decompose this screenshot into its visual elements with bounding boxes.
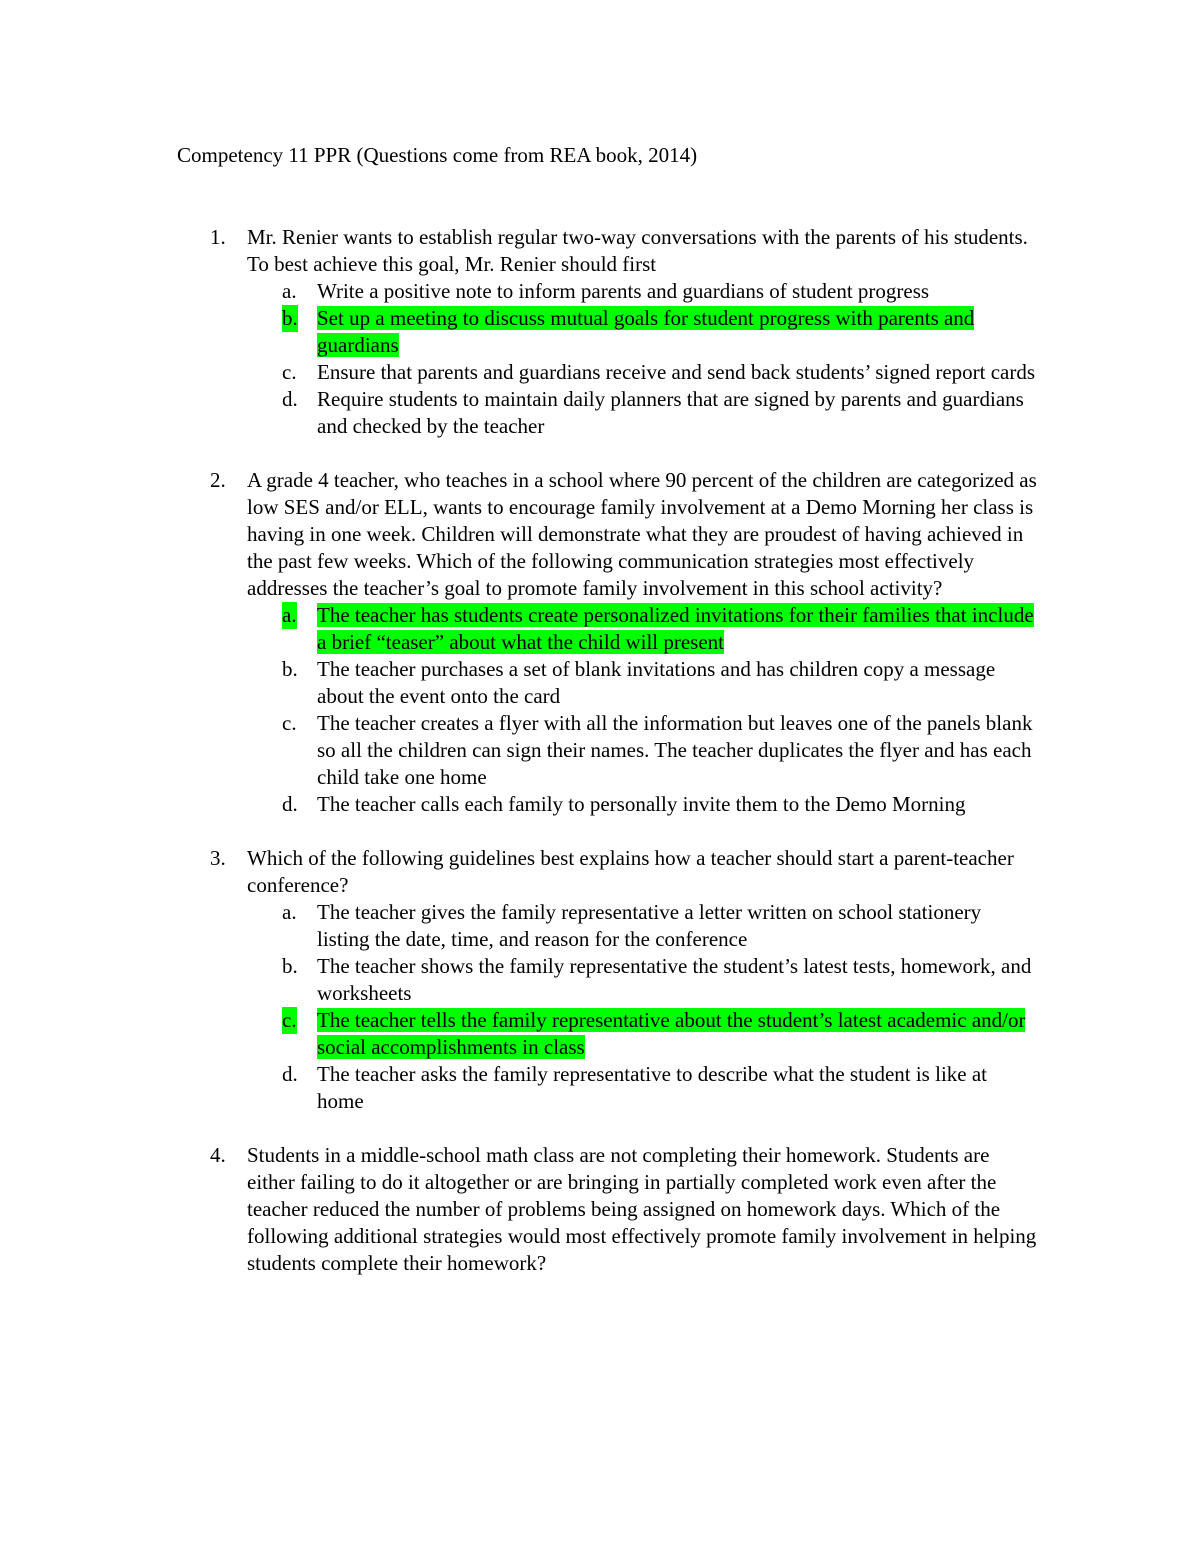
- option-text: The teacher has students create personalized invitations for their families that include a brief “teaser” about what the child will present: [317, 603, 1034, 654]
- document-title: Competency 11 PPR (Questions come from REA book, 2014): [177, 143, 698, 167]
- question-text: Mr. Renier wants to establish regular two-way conversations with the parents of his students. To best achieve this goal, Mr. Renier should first: [247, 225, 1028, 276]
- option-letter: a.: [282, 279, 297, 303]
- option-text: The teacher creates a flyer with all the information but leaves one of the panels blank so all the children can sign their names. The teacher duplicates the flyer and has each child take one home: [317, 711, 1033, 789]
- question-text: Which of the following guidelines best explains how a teacher should start a parent-teacher conference?: [247, 846, 1014, 897]
- option-text: The teacher gives the family representative a letter written on school stationery listing the date, time, and reason for the conference: [317, 900, 982, 951]
- question-item: [177, 845, 1037, 1115]
- option-text: Require students to maintain daily planners that are signed by parents and guardians and checked by the teacher: [317, 387, 1024, 438]
- question-number: 4.: [210, 1143, 226, 1167]
- question-text: A grade 4 teacher, who teaches in a school where 90 percent of the children are categorized as low SES and/or ELL, wants to encourage family involvement at a Demo Morning her class is having in one week. Children will demonstrate what they are proudest of having achieved in the past few weeks. Which of the following communication strategies most effectively addresses the teacher’s goal to promote family involvement in this school activity?: [247, 468, 1037, 600]
- question-item: [177, 1142, 1037, 1277]
- option-list: [247, 899, 1037, 1115]
- option-letter: d.: [282, 1062, 298, 1086]
- option-list: [247, 602, 1037, 818]
- option-text: The teacher purchases a set of blank invitations and has children copy a message about the event onto the card: [317, 657, 996, 708]
- option-text: The teacher tells the family representative about the student’s latest academic and/or social accomplishments in class: [317, 1008, 1026, 1059]
- option-letter: c.: [282, 360, 297, 384]
- option-letter: d.: [282, 387, 298, 411]
- question-item: [177, 224, 1037, 440]
- answer-option: [247, 386, 1037, 440]
- answer-option: [247, 1061, 1037, 1115]
- option-text: The teacher calls each family to personally invite them to the Demo Morning: [317, 792, 966, 816]
- option-list: [247, 278, 1037, 440]
- option-letter: b.: [282, 306, 298, 330]
- answer-option: [247, 278, 1037, 305]
- answer-option: [247, 359, 1037, 386]
- option-letter: c.: [282, 1008, 297, 1032]
- question-list: [177, 224, 1037, 1304]
- question-number: 1.: [210, 225, 226, 249]
- option-letter: c.: [282, 711, 297, 735]
- answer-option: [247, 899, 1037, 953]
- option-letter: a.: [282, 900, 297, 924]
- answer-option: [247, 710, 1037, 791]
- option-letter: b.: [282, 954, 298, 978]
- option-letter: a.: [282, 603, 297, 627]
- question-number: 2.: [210, 468, 226, 492]
- answer-option: [247, 953, 1037, 1007]
- highlighted-answer-option: [247, 305, 1037, 359]
- option-text: The teacher asks the family representative to describe what the student is like at home: [317, 1062, 988, 1113]
- answer-option: [247, 656, 1037, 710]
- option-text: The teacher shows the family representative the student’s latest tests, homework, and worksheets: [317, 954, 1032, 1005]
- answer-option: [247, 791, 1037, 818]
- option-letter: b.: [282, 657, 298, 681]
- question-item: [177, 467, 1037, 818]
- question-text: Students in a middle-school math class are not completing their homework. Students are either failing to do it altogether or are bringing in partially completed work even after the teacher reduced the number of problems being assigned on homework days. Which of the following additional strategies would most effectively promote family involvement in helping students complete their homework?: [247, 1143, 1037, 1275]
- option-text: Write a positive note to inform parents and guardians of student progress: [317, 279, 930, 303]
- option-text: Set up a meeting to discuss mutual goals for student progress with parents and guardians: [317, 306, 975, 357]
- highlighted-answer-option: [247, 1007, 1037, 1061]
- option-text: Ensure that parents and guardians receive and send back students’ signed report cards: [317, 360, 1036, 384]
- highlighted-answer-option: [247, 602, 1037, 656]
- option-letter: d.: [282, 792, 298, 816]
- question-number: 3.: [210, 846, 226, 870]
